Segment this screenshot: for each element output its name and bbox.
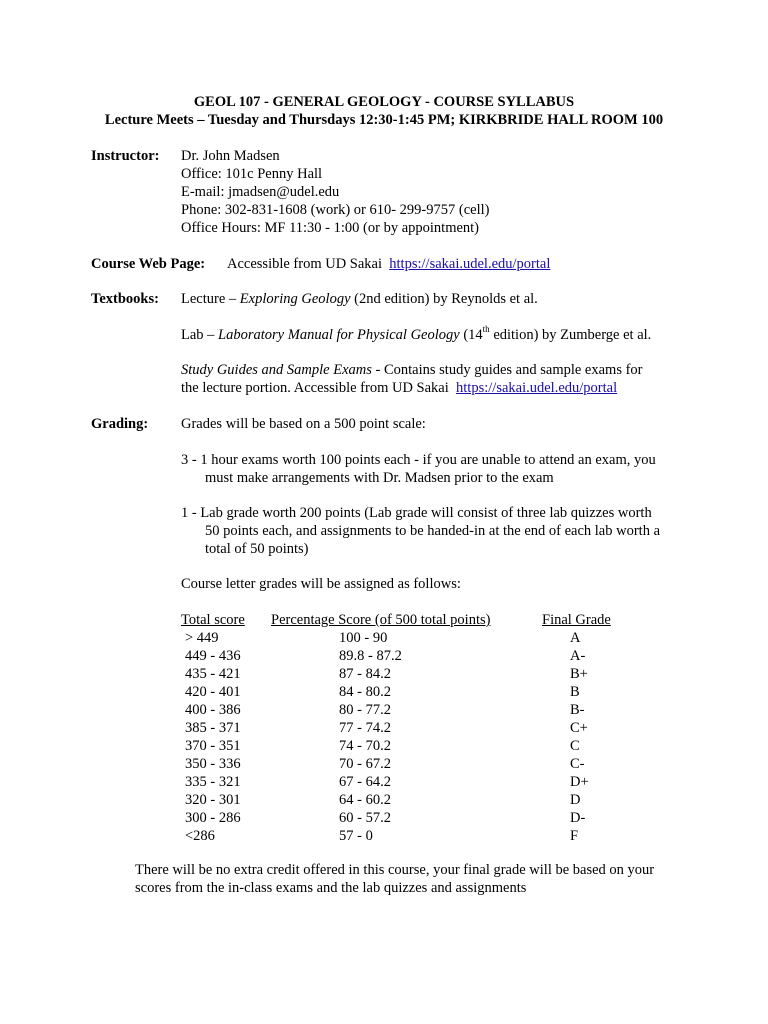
row-percentage: 89.8 - 87.2 [339,648,402,664]
sakai-link[interactable]: https://sakai.udel.edu/portal [389,256,551,272]
row-percentage: 67 - 64.2 [339,774,391,790]
row-total-score: 420 - 401 [185,684,241,700]
lab-grade-line3: total of 50 points) [205,541,309,557]
study-guides-line2 [181,379,617,397]
row-percentage: 57 - 0 [339,828,373,844]
exams-line1: 3 - 1 hour exams worth 100 points each - if you are unable to attend an exam, you [181,452,656,468]
lab-prefix: Lab – [181,327,219,343]
study-guides-line1 [181,361,643,379]
lecture-schedule: Lecture Meets – Tuesday and Thursdays 12:30-1:45 PM; KIRKBRIDE HALL ROOM 100 [104,112,664,128]
row-total-score: 335 - 321 [185,774,241,790]
header-total-score: Total score [181,612,245,628]
row-percentage: 77 - 74.2 [339,720,391,736]
instructor-name: Dr. John Madsen [181,148,280,164]
row-total-score: 449 - 436 [185,648,241,664]
study-guides-title: Study Guides and Sample Exams [181,362,372,378]
lab-grade-line2: 50 points each, and assignments to be handed-in at the end of each lab worth a [205,523,661,539]
lab-book-title: Laboratory Manual for Physical Geology [218,327,460,343]
lab-textbook [181,326,651,344]
grading-label: Grading: [91,416,149,432]
row-total-score: 435 - 421 [185,666,241,682]
instructor-email: E-mail: jmadsen@udel.edu [181,184,340,200]
instructor-hours: Office Hours: MF 11:30 - 1:00 (or by appointment) [181,220,480,236]
lab-book-edition: edition) by Zumberge et al. [489,327,652,343]
instructor-office: Office: 101c Penny Hall [181,166,323,182]
row-final-grade: D- [570,810,586,826]
header-final-grade: Final Grade [542,612,611,628]
web-page-line [227,255,550,273]
row-percentage: 60 - 57.2 [339,810,391,826]
exams-line2: must make arrangements with Dr. Madsen prior to the exam [205,470,554,486]
instructor-label: Instructor: [91,148,160,164]
row-final-grade: C [570,738,580,754]
lecture-book-edition: (2nd edition) by Reynolds et al. [350,291,538,307]
header-percentage: Percentage Score (of 500 total points) [271,612,491,628]
lecture-prefix: Lecture – [181,291,240,307]
row-total-score: 350 - 336 [185,756,241,772]
row-total-score: 300 - 286 [185,810,241,826]
row-final-grade: B [570,684,580,700]
textbooks-label: Textbooks: [91,291,159,307]
row-final-grade: B- [570,702,585,718]
row-percentage: 64 - 60.2 [339,792,391,808]
row-final-grade: A- [570,648,586,664]
row-final-grade: C+ [570,720,588,736]
row-final-grade: B+ [570,666,588,682]
row-total-score: 370 - 351 [185,738,241,754]
row-final-grade: F [570,828,579,844]
study-guides-link[interactable]: https://sakai.udel.edu/portal [456,380,618,396]
web-page-label: Course Web Page: [91,256,206,272]
row-percentage: 87 - 84.2 [339,666,391,682]
course-title: GEOL 107 - GENERAL GEOLOGY - COURSE SYLLABUS [193,94,575,110]
extra-credit-line2: scores from the in-class exams and the lab quizzes and assignments [135,880,527,896]
row-total-score: 385 - 371 [185,720,241,736]
row-total-score: <286 [185,828,215,844]
study-guides-text2: the lecture portion. Accessible from UD Sakai [181,380,449,396]
row-final-grade: D+ [570,774,589,790]
row-percentage: 70 - 67.2 [339,756,391,772]
row-percentage: 84 - 80.2 [339,684,391,700]
row-total-score: > 449 [185,630,219,646]
lab-edition-open: (14 [459,327,483,343]
row-final-grade: D [570,792,581,808]
study-guides-text: - Contains study guides and sample exams for [371,362,643,378]
row-total-score: 320 - 301 [185,792,241,808]
lab-edition-sup: th [482,324,490,335]
row-total-score: 400 - 386 [185,702,241,718]
lecture-textbook [181,290,538,308]
grading-intro: Grades will be based on a 500 point scale: [181,416,426,432]
row-percentage: 74 - 70.2 [339,738,391,754]
row-final-grade: A [570,630,581,646]
web-page-text: Accessible from UD Sakai [227,256,383,272]
row-final-grade: C- [570,756,585,772]
extra-credit-line1: There will be no extra credit offered in this course, your final grade will be based on your [135,862,655,878]
row-percentage: 80 - 77.2 [339,702,391,718]
lecture-book-title: Exploring Geology [239,291,351,307]
lab-grade-line1: 1 - Lab grade worth 200 points (Lab grade will consist of three lab quizzes worth [181,505,652,521]
instructor-phone: Phone: 302-831-1608 (work) or 610- 299-9757 (cell) [181,202,490,218]
letter-grades-intro: Course letter grades will be assigned as follows: [181,576,461,592]
row-percentage: 100 - 90 [339,630,388,646]
